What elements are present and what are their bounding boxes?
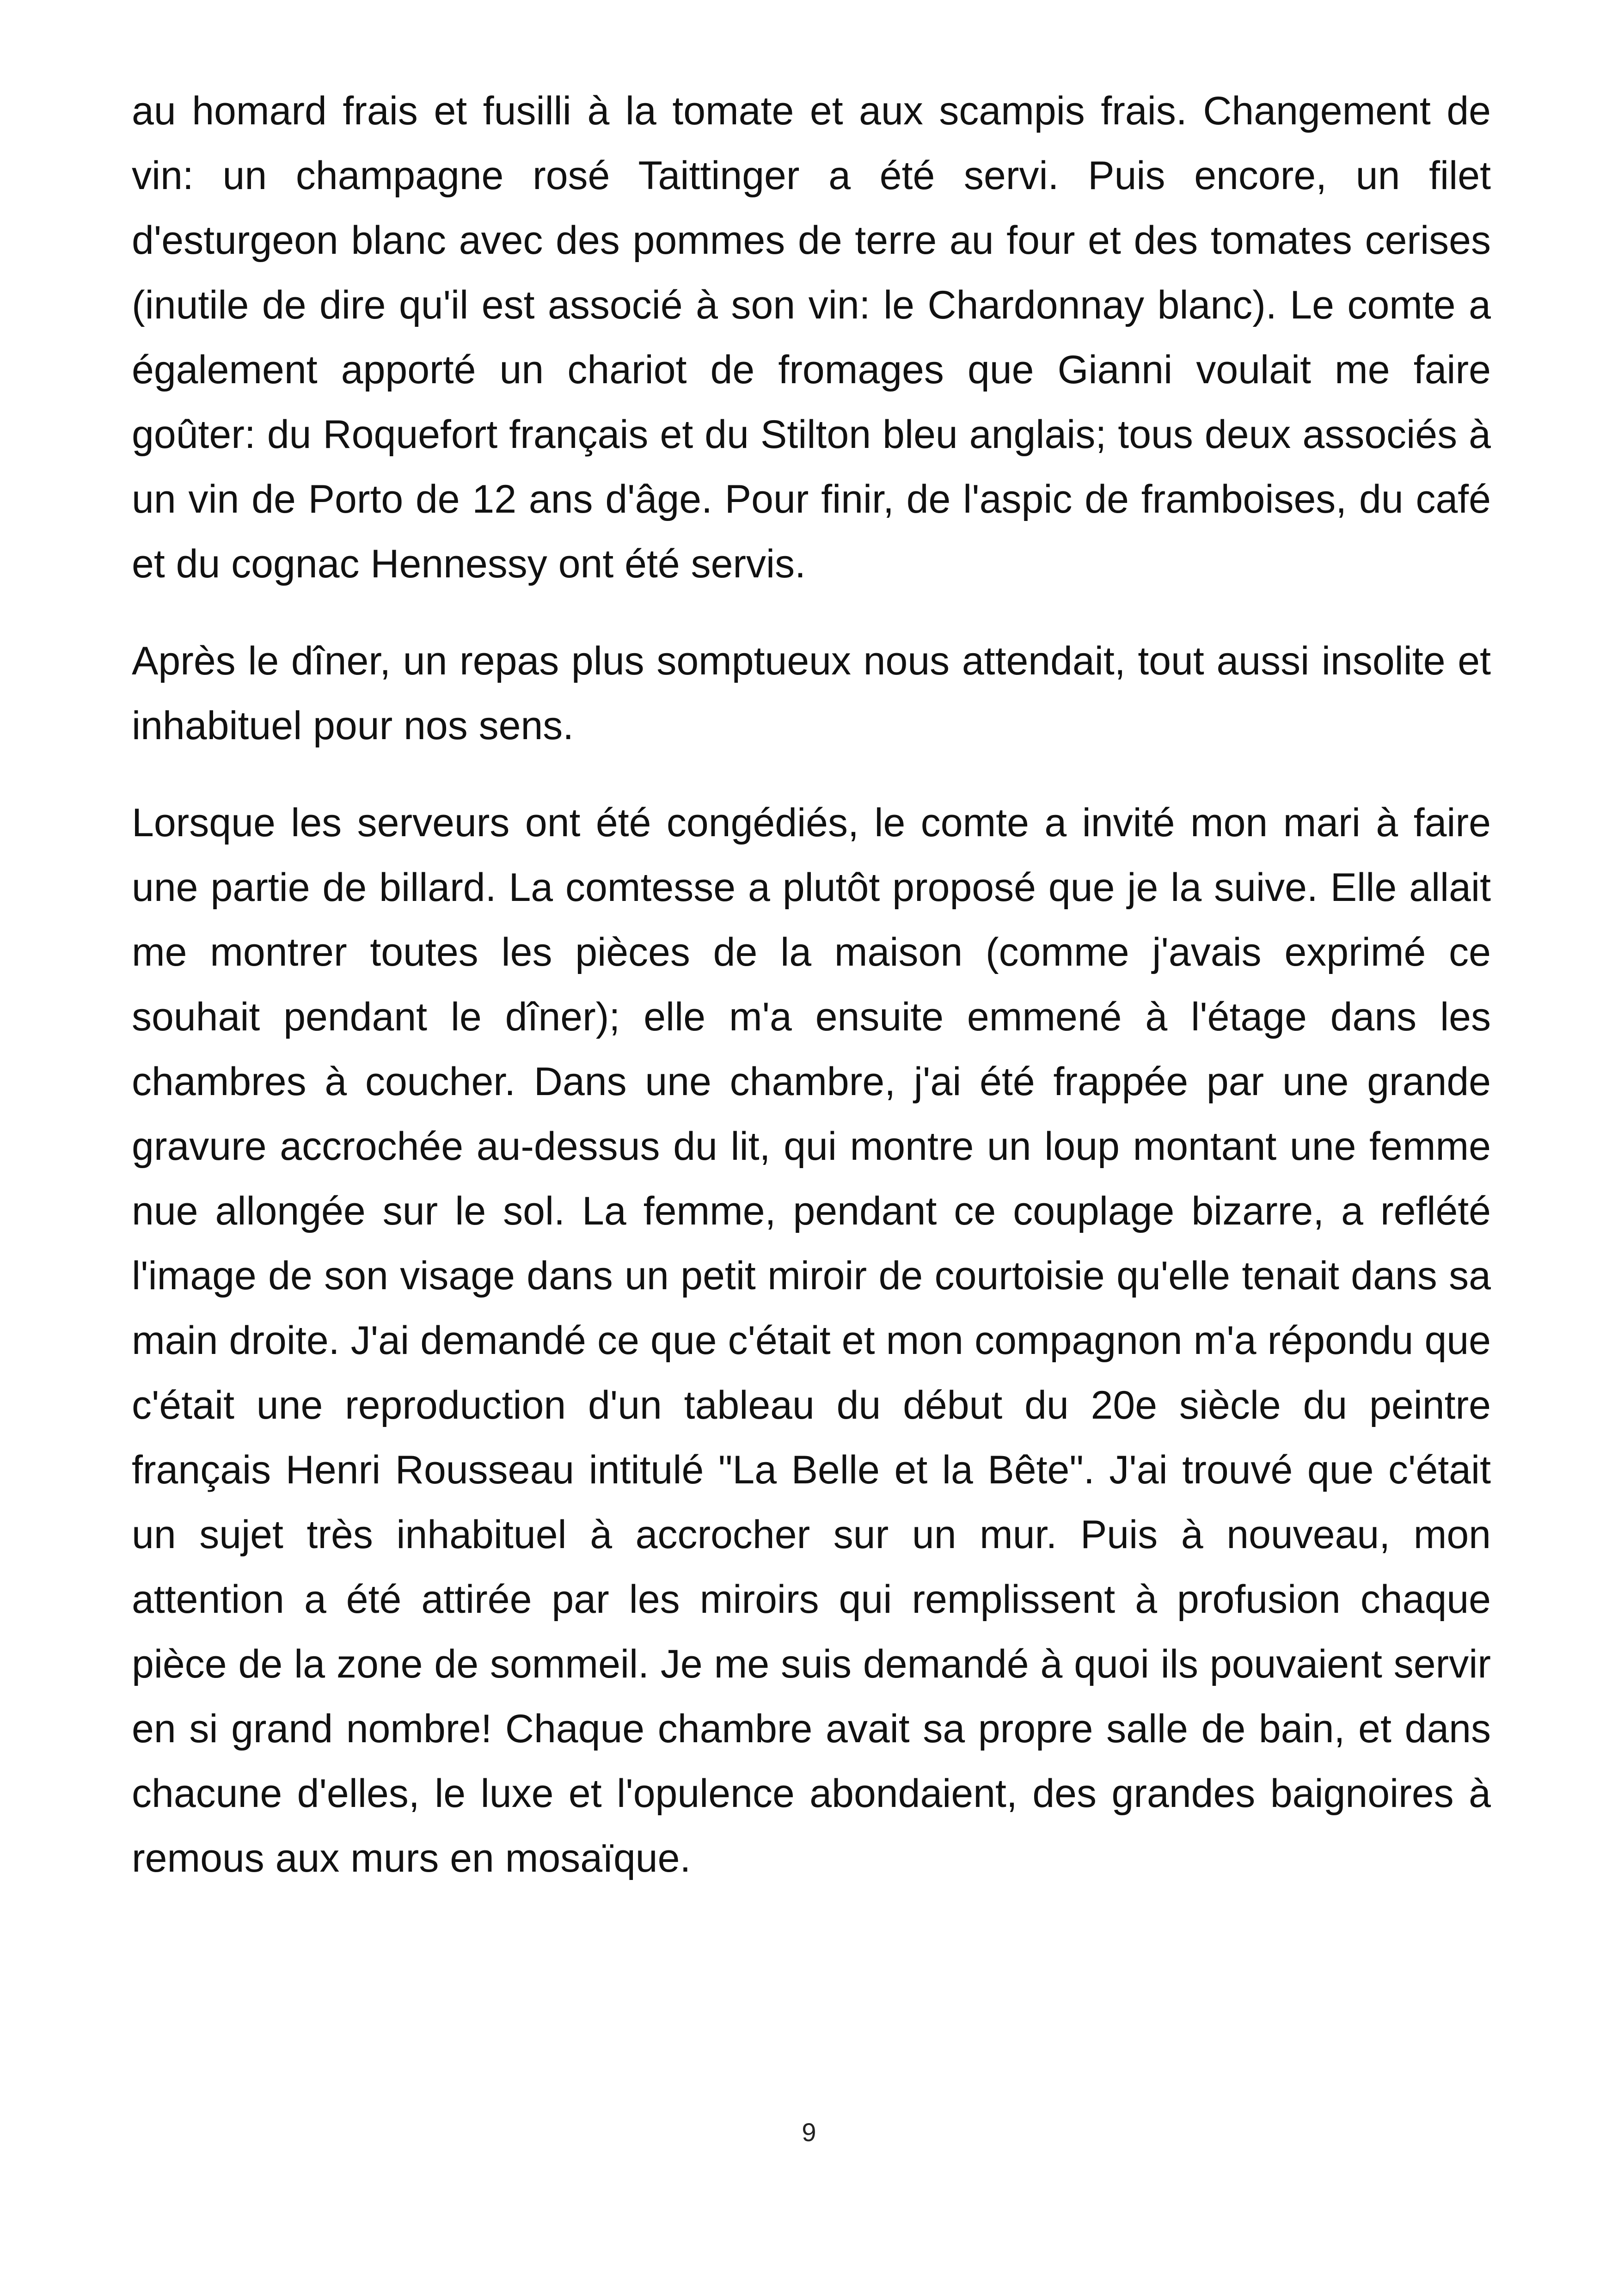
paragraph-after-dinner: Après le dîner, un repas plus somptueux nous attendait, tout aussi insolite et inhabituel pour nos sens. — [132, 639, 1491, 748]
paragraph-dinner-courses: au homard frais et fusilli à la tomate et aux scampis frais. Changement de vin: un champagne rosé Taittinger a été servi. Puis encore, un filet d'esturgeon blanc avec des pommes de terre au four et des tomates cerises (inutile de dire qu'il est associé à son vin: le Chardonnay blanc). Le comte a également apporté un chariot de fromages que Gianni voulait me faire goûter: du Roquefort français et du Stilton bleu anglais; tous deux associés à un vin de Porto de 12 ans d'âge. Pour finir, de l'aspic de framboises, du café et du cognac Hennessy ont été servis. — [132, 89, 1491, 586]
body-text — [132, 79, 1491, 1923]
page-number: 9 — [802, 2118, 816, 2147]
paragraph-bedrooms: Lorsque les serveurs ont été congédiés, le comte a invité mon mari à faire une partie de billard. La comtesse a plutôt proposé que je la suive. Elle allait me montrer toutes les pièces de la maison (comme j'avais exprimé ce souhait pendant le dîner); elle m'a ensuite emmené à l'étage dans les chambres à coucher. Dans une chambre, j'ai été frappée par une grande gravure accrochée au-dessus du lit, qui montre un loup montant une femme nue allongée sur le sol. La femme, pendant ce couplage bizarre, a reflété l'image de son visage dans un petit miroir de courtoisie qu'elle tenait dans sa main droite. J'ai demandé ce que c'était et mon compagnon m'a répondu que c'était une reproduction d'un tableau du début du 20e siècle du peintre français Henri Rousseau intitulé "La Belle et la Bête". J'ai trouvé que c'était un sujet très inhabituel à accrocher sur un mur. Puis à nouveau, mon attention a été attirée par les miroirs qui remplissent à profusion chaque pièce de la zone de sommeil. Je me suis demandé à quoi ils pouvaient servir en si grand nombre! Chaque chambre avait sa propre salle de bain, et dans chacune d'elles, le luxe et l'opulence abondaient, des grandes baignoires à remous aux murs en mosaïque. — [132, 801, 1491, 1880]
